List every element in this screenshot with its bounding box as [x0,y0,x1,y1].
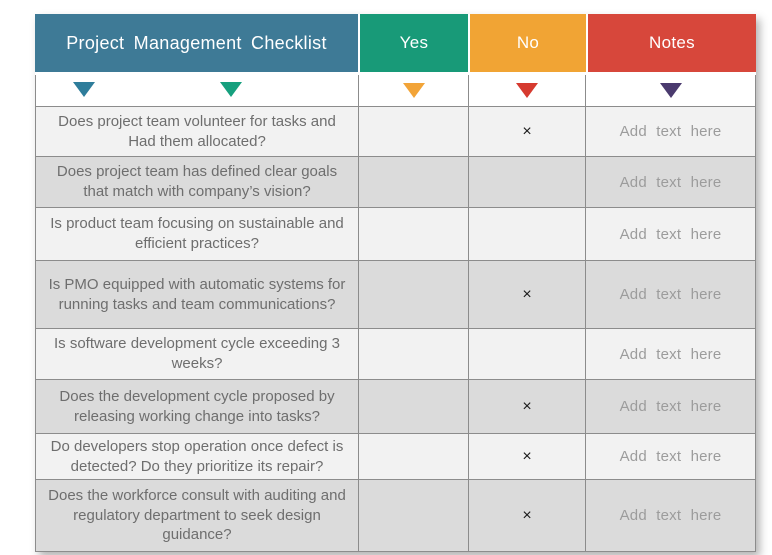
table-row [36,480,755,551]
filter-cell-yes [358,75,468,106]
filter-arrow-red-icon[interactable] [516,83,538,98]
notes-cell[interactable]: Add text here [585,380,755,433]
filter-cell-no [468,75,585,106]
table-row [36,329,755,380]
column-header-yes: Yes [358,14,468,72]
question-cell: Does project team has defined clear goals that match with company’s vision? [56,163,338,200]
yes-cell[interactable] [358,434,468,479]
question-cell: Is software development cycle exceeding 3 weeks? [54,335,340,372]
no-cell[interactable]: × [468,261,585,328]
checklist-table [35,14,756,552]
notes-cell[interactable]: Add text here [585,261,755,328]
table-header [35,14,756,72]
table-row [36,208,755,261]
filter-cell-notes [585,75,755,106]
no-cell[interactable] [468,329,585,379]
no-cell[interactable]: × [468,480,585,551]
yes-cell[interactable] [358,157,468,207]
notes-cell[interactable]: Add text here [585,157,755,207]
table-row [36,107,755,157]
question-cell: Does project team volunteer for tasks and Had them allocated? [58,112,336,150]
yes-cell[interactable] [358,208,468,260]
filter-cell-checklist [36,75,358,106]
yes-cell[interactable] [358,107,468,156]
table-row [36,157,755,208]
table-row [36,434,755,480]
table-row [36,380,755,434]
notes-cell[interactable]: Add text here [585,480,755,551]
question-cell: Do developers stop operation once defect is detected? Do they prioritize its repair? [50,437,344,475]
table-row [36,261,755,329]
notes-cell[interactable]: Add text here [585,107,755,156]
question-cell: Is product team focusing on sustainable and efficient practices? [50,215,344,252]
column-header-no: No [468,14,586,72]
table-title: Project Management Checklist [35,14,358,72]
question-cell: Is PMO equipped with automatic systems for running tasks and team communications? [48,275,346,313]
no-cell[interactable]: × [468,107,585,156]
notes-cell[interactable]: Add text here [585,208,755,260]
filter-arrow-purple-icon[interactable] [660,83,682,98]
yes-cell[interactable] [358,329,468,379]
no-cell[interactable] [468,157,585,207]
question-cell: Does the development cycle proposed by releasing working change into tasks? [59,387,335,425]
yes-cell[interactable] [358,480,468,551]
no-cell[interactable]: × [468,434,585,479]
table-body [35,75,756,552]
filter-arrow-green-icon[interactable] [220,82,242,97]
no-cell[interactable] [468,208,585,260]
notes-cell[interactable]: Add text here [585,434,755,479]
filter-arrow-orange-icon[interactable] [403,83,425,98]
filter-row [36,75,755,107]
yes-cell[interactable] [358,261,468,328]
yes-cell[interactable] [358,380,468,433]
rows [36,107,755,551]
no-cell[interactable]: × [468,380,585,433]
notes-cell[interactable]: Add text here [585,329,755,379]
column-header-notes: Notes [586,14,756,72]
question-cell: Does the workforce consult with auditing and regulatory department to seek design guidance? [48,486,346,544]
filter-arrow-teal-icon[interactable] [73,82,95,97]
